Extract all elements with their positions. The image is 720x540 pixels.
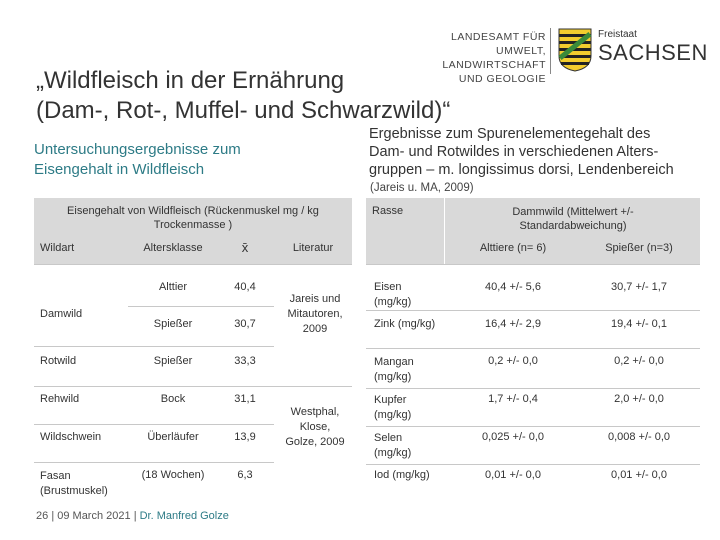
cell-mean-value: 33,3 [234,355,256,367]
cell-wildart: Rehwild [40,393,80,405]
cell-spiesser: 0,2 +/- 0,0 [614,355,664,367]
footer-author: Dr. Manfred Golze [139,510,229,522]
element-line: Eisen [374,281,402,293]
cell-wildart: Fasan (Brustmuskel) [40,470,108,497]
page-number: 26 [36,510,49,522]
cell-element [374,393,411,423]
header-line: Dammwild (Mittelwert +/- [512,206,634,218]
cell-spiesser: 30,7 +/- 1,7 [611,281,667,293]
cell-wildart-damwild: Damwild [40,308,83,320]
cell-spiesser: 2,0 +/- 0,0 [614,393,664,405]
cell-alttiere: 0,2 +/- 0,0 [488,355,538,367]
element-line: Selen [374,432,403,444]
subheading-line: Dam- und Rotwildes in verschiedenen Alters- [369,144,659,160]
freistaat-label: Freistaat [598,29,637,40]
footer [36,510,229,522]
cell-altersklasse: (18 Wochen) [141,469,205,481]
cell-element [374,280,411,310]
subheading-line: Eisengehalt in Wildfleisch [34,161,205,178]
cell-altersklasse: Alttier [158,281,188,293]
cell-mean-value: 31,1 [234,393,256,405]
cell-spiesser: 0,008 +/- 0,0 [607,431,671,443]
cell-alttiere: 1,7 +/- 0,4 [488,393,538,405]
header-damwild [448,205,698,233]
element-line: Mangan [374,356,414,368]
agency-line: LANDESAMT FÜR UMWELT, [451,31,546,57]
row-divider [366,464,700,465]
cell-altersklasse: Spießer [153,355,193,367]
cell-element [374,318,435,330]
cell-altersklasse: Spießer [153,318,193,330]
sachsen-label: SACHSEN [598,40,708,65]
element-line: (mg/kg) [374,409,412,421]
cell-mean-value: 30,7 [234,318,256,330]
literatur-line: Golze, 2009 [285,436,345,448]
header-literatur: Literatur [292,242,334,254]
caption-line: Eisengehalt von Wildfleisch (Rückenmuskel mg / kg [67,205,319,217]
cell-mean-value: 13,9 [234,431,256,443]
footer-date: 09 March 2021 [57,510,131,522]
cell-element [374,355,414,385]
header-wildart: Wildart [40,242,75,254]
subheading-line: Untersuchungsergebnisse zum [34,141,241,158]
literatur-line: Westphal, [290,406,340,418]
header-altersklasse: Altersklasse [143,242,203,254]
element-line: Kupfer [374,394,407,406]
cell-spiesser: 19,4 +/- 0,1 [611,318,667,330]
element-line: (mg/kg) [374,371,412,383]
cell-mean-value: 6,3 [237,469,253,481]
citation: (Jareis u. MA, 2009) [370,182,474,194]
footer-separator: | [133,510,140,522]
element-line: (mg/kg) [374,296,412,308]
literatur-line: Jareis und [289,293,341,305]
row-divider [366,388,700,389]
element-line: Zink (mg/kg) [374,318,436,330]
header-rasse: Rasse [372,205,404,217]
header-alttiere: Alttiere (n= 6) [479,242,547,254]
footer-separator: | [51,510,58,522]
row-divider [366,264,700,265]
literatur-line: 2009 [302,323,328,335]
caption-line: Trockenmasse ) [153,219,233,231]
literatur-line: Klose, [299,421,331,433]
element-line: Iod (mg/kg) [374,469,430,481]
agency-line: UND GEOLOGIE [458,73,546,85]
row-divider [366,426,700,427]
title-line: „Wildfleisch in der Ernährung [36,67,345,94]
subheading-line: gruppen – m. longissimus dorsi, Lendenbereich [369,162,674,178]
cell-mean-value: 40,4 [234,281,256,293]
cell-element [374,431,411,461]
cell-alttiere: 16,4 +/- 2,9 [485,318,541,330]
header-line: Standardabweichung) [519,220,627,232]
row-divider [366,348,700,349]
cell-altersklasse: Überläufer [147,431,199,443]
title-line: (Dam-, Rot-, Muffel- und Schwarzwild)“ [36,97,451,124]
header-mean: x̄ [241,240,249,255]
cell-element [374,469,430,481]
cell-altersklasse: Bock [160,393,186,405]
literatur-line: Mitautoren, [287,308,343,320]
cell-alttiere: 0,01 +/- 0,0 [485,469,541,481]
subheading-line: Ergebnisse zum Spurenelementegehalt des [369,126,651,142]
column-divider [444,198,445,264]
element-line: (mg/kg) [374,447,412,459]
cell-wildart: Wildschwein [40,431,102,443]
cell-spiesser: 0,01 +/- 0,0 [611,469,667,481]
agency-line: LANDWIRTSCHAFT [442,59,546,71]
cell-alttiere: 40,4 +/- 5,6 [485,281,541,293]
cell-alttiere: 0,025 +/- 0,0 [481,431,545,443]
header-spiesser: Spießer (n=3) [605,242,673,254]
row-divider [366,310,700,311]
cell-wildart: Rotwild [40,355,77,367]
